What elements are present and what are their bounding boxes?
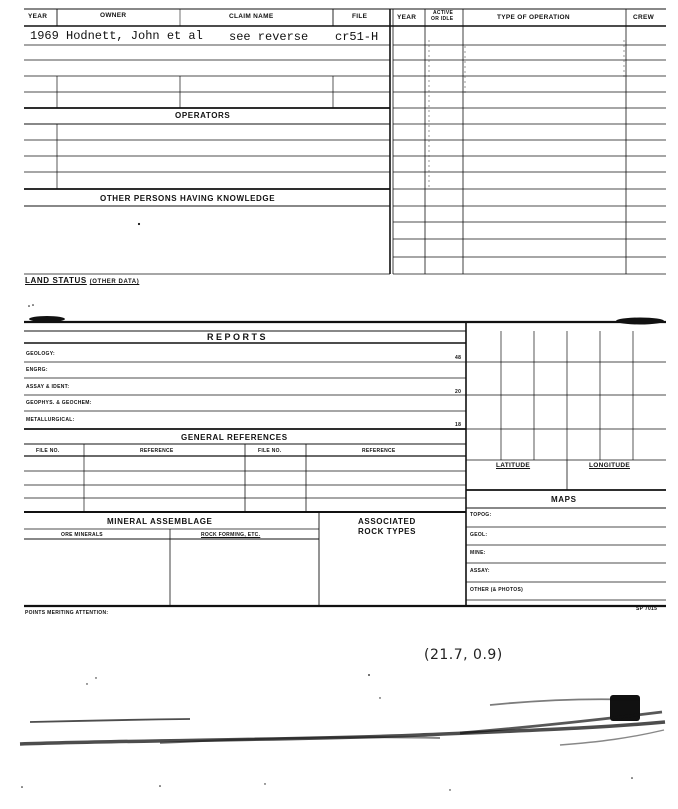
gr-file-no-1: FILE NO. xyxy=(36,448,60,454)
header-ops-year: YEAR xyxy=(397,14,417,21)
header-active: ACTIVE xyxy=(433,10,454,16)
gr-reference-2: REFERENCE xyxy=(362,448,396,454)
ore-minerals-header: ORE MINERALS xyxy=(61,532,103,538)
header-claim-name: CLAIM NAME xyxy=(229,13,274,20)
row-file: cr51-H xyxy=(335,30,379,44)
header-owner: OWNER xyxy=(100,12,127,19)
header-file: FILE xyxy=(352,13,368,20)
reports-metallurgical: METALLURGICAL: xyxy=(26,417,75,423)
handwritten-coordinates-note: (21.7, 0.9) xyxy=(424,647,503,663)
maps-topog: TOPOG: xyxy=(470,512,492,518)
maps-title: MAPS xyxy=(551,495,577,504)
longitude-label: LONGITUDE xyxy=(589,462,630,469)
header-crew: CREW xyxy=(633,14,655,21)
reports-engrg: ENGRG: xyxy=(26,367,48,373)
maps-geol: GEOL: xyxy=(470,532,488,538)
mineral-assemblage-title: MINERAL ASSEMBLAGE xyxy=(107,517,213,526)
row-claim-name: see reverse xyxy=(229,30,309,44)
rock-forming-header: ROCK FORMING, ETC. xyxy=(201,532,261,538)
reports-geology-num: 48 xyxy=(455,355,462,361)
maps-mine: MINE: xyxy=(470,550,486,556)
points-meriting-attention: POINTS MERITING ATTENTION: xyxy=(25,610,109,616)
reports-geophys: GEOPHYS. & GEOCHEM: xyxy=(26,400,92,406)
reports-assay-num: 20 xyxy=(455,389,462,395)
gr-file-no-2: FILE NO. xyxy=(258,448,282,454)
land-status-label: LAND STATUS (OTHER DATA) xyxy=(25,276,140,285)
header-type-of-operation: TYPE OF OPERATION xyxy=(497,14,570,21)
associated-rock-types-line2: ROCK TYPES xyxy=(358,527,417,536)
maps-assay: ASSAY: xyxy=(470,568,490,574)
latitude-label: LATITUDE xyxy=(496,462,531,469)
gr-reference-1: REFERENCE xyxy=(140,448,174,454)
form-code: SP 7015 xyxy=(636,606,658,612)
header-or-idle: OR IDLE xyxy=(431,16,454,22)
associated-rock-types-line1: ASSOCIATED xyxy=(358,517,416,526)
row-owner: Hodnett, John et al xyxy=(66,29,203,43)
general-references-title: GENERAL REFERENCES xyxy=(181,433,288,442)
reports-assay: ASSAY & IDENT: xyxy=(26,384,70,390)
operators-title: OPERATORS xyxy=(175,111,231,120)
reports-metallurgical-num: 18 xyxy=(455,422,462,428)
reports-title: REPORTS xyxy=(207,332,269,342)
knowledge-title: OTHER PERSONS HAVING KNOWLEDGE xyxy=(100,194,276,203)
reports-geology: GEOLOGY: xyxy=(26,351,55,357)
row-year: 1969 xyxy=(30,29,59,43)
header-year: YEAR xyxy=(28,13,48,20)
maps-other: OTHER (& PHOTOS) xyxy=(470,587,524,593)
